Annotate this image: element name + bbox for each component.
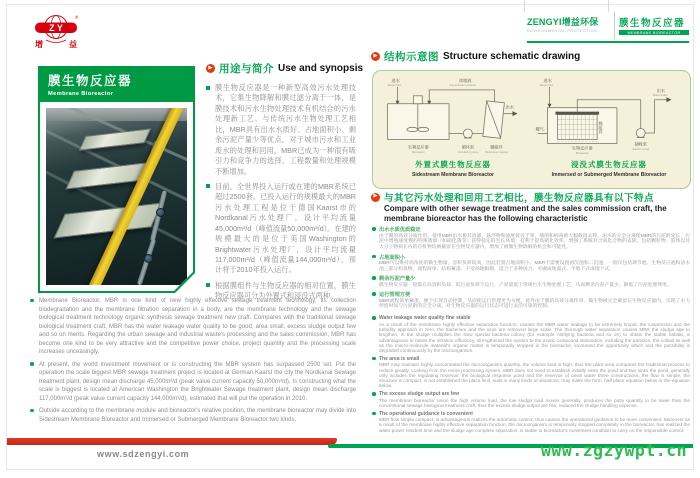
feature-heading: 剩余污泥产量少 <box>379 276 416 283</box>
banner-title: 膜生物反应器 <box>48 74 133 88</box>
feature-body-en: As a result of the membrane highly effective separation function, causes the MBR water leakage to be extremely limpid, the suspension and the turbidity approach in zero, the bacterium and the virus are removed large scale. The thorough water separation causes MBR the sludge age to lengthen, in the sludge multiplies the slow special bacteria colony (for example nitrifying bacteria and so on) to obtain the stable habitat, is advantageous in raises the nitration efficiency, strengthened the system to the azotic compound elimination, including the particles, the colloid as well as the macro-molecule material's organic matter is temporarily stopped in the bioreactor, increased the opportunity which and the possibility is degraded continuously by the microorganism. <box>379 321 690 354</box>
logo-char-left: 增 <box>35 40 43 49</box>
stirrer-motor <box>413 96 422 104</box>
use-title-zh: 用途与简介 <box>219 63 274 75</box>
label-pump: 循环泵 <box>461 144 475 150</box>
compare-title-zh: 与其它污水处理和回用工艺相比，膜生物反应器具有以下特点 <box>384 193 655 204</box>
label-concentrate: 浓缩液 <box>458 77 472 83</box>
feature-heading: 出水水质优质稳定 <box>379 227 421 233</box>
overview-bullet: Membrane Bioreactor, MBR is one kind of new highly effective sewage treatment technology, its collection biodegradation and the membrane filtration separation in a body, are the membrane technology and the sewage biological treatment technology organic synthesis sewage treatment new craft. Compares with the traditional sewage biological treatment craft, MBR has the water leakage water quality to be good, area small, excess sludge output few and so on merits. Regarding the urban sewage and industrial waste's processing and the sales commission, MBR has become one kind to be very attractive and the competitive power choice, project quantity and the processing scale increases unceasingly. <box>30 297 356 357</box>
product-name: 膜生物反应器 <box>619 18 686 29</box>
watermark-url: www.zgzywpt.cn <box>541 441 688 460</box>
banner-subtitle: Membrane Bioreactor <box>48 91 114 97</box>
brand-name-block <box>527 12 610 41</box>
structure-title-zh: 结构示意图 <box>384 51 439 63</box>
feature-heading: 运行管理方便 <box>379 292 411 299</box>
label-aeration: 曝气 <box>535 126 544 132</box>
use-bullet: 膜生物反应器是一种新型高效污水处理技术，它集生物降解和膜过滤分离于一体，是膜技术和污水生物处理技术有机结合的污水处理新工艺。与传统污水生物处理工艺相比，MBR具有出水水质好、占地面积小、剩余污泥产量少等优点。对于城市污水和工业废水的处理和回用，MBR已成为一种很有吸引力和竞争力的选择，工程数量和处理规模不断增加。 <box>206 83 356 177</box>
sidestream-diagram <box>377 74 529 185</box>
label-module-en: Membrane module <box>485 149 509 154</box>
logo-char-right: 益 <box>69 40 77 49</box>
immersed-caption-zh: 浸没式膜生物反应器 <box>571 160 647 170</box>
label-bioreactor-en: Bioreactor <box>575 150 589 155</box>
product-name-subtitle: MEMBRANE BIOREACTOR <box>619 30 689 35</box>
label-outlet: 出水 <box>505 104 514 110</box>
registered-mark: ® <box>75 15 79 20</box>
membrane-module-symbol <box>483 101 504 138</box>
module-top-bar <box>555 112 599 115</box>
footer-website: www.sdzengyi.com <box>97 449 190 459</box>
use-section-heading <box>206 61 363 76</box>
photo-valve <box>156 208 165 217</box>
feature-item <box>372 226 690 251</box>
compare-feature-list <box>372 226 690 436</box>
header-divider <box>614 12 615 39</box>
label-inlet-en: Water inlet <box>539 82 553 87</box>
feature-item <box>372 254 690 273</box>
label-inlet: 进水 <box>543 77 552 83</box>
photo-membrane-cassette <box>53 202 162 238</box>
overview-bullet: Outside according to the membrane module and bioreactor's relative position, the membrane bioreactor may divide into Sidestream Membrane Bioreactor and Immersed or Submerged Membrane Bioreactor two kinds. <box>30 407 356 424</box>
use-title-en: Use and synopsis <box>278 63 364 74</box>
label-bioreactor: 生物反应器 <box>571 145 593 151</box>
feature-heading-en: The area is small <box>379 355 420 362</box>
product-name-block <box>619 12 689 41</box>
use-bullet: 根据膜组件与生物反应器的相对位置，膜生物反应器可分为外置式和浸没式两种。 <box>206 281 356 302</box>
photo-membrane-cassette <box>79 128 152 150</box>
feature-item <box>372 275 690 288</box>
photo-valve <box>144 254 153 263</box>
crop-mark <box>608 0 609 12</box>
feature-item <box>372 291 690 310</box>
brand-name-subtitle: ENVIRONMENTAL PROTECTION <box>527 29 598 33</box>
compare-feature-list-en <box>372 315 690 433</box>
english-overview <box>30 297 356 428</box>
compare-section-heading <box>371 190 654 204</box>
feature-body: 由于膜的高效分离作用，使用MBR出水极其清澈，悬浮物和浊度接近于零，细菌和病毒被大幅截留去除。泥水的完全分离使MBR的污泥龄延长，污泥中增殖速度慢的特殊菌群（如硝化菌等）获得稳定的生长环境，有利于提高硝化效率，增强了系统对含氮化合物的去除。包括颗粒物、胶体以及大分子物质在内的有机物均被截留在生物反应器内，增加了被微生物降解的机会和可能性。 <box>379 233 690 251</box>
feature-heading-en: Water leakage water quality fine stable <box>379 315 471 322</box>
feature-body: MBR可以维持高浓度的微生物量，容积负荷较高，因此装置占地面积小。MBR不需要设置初沉池和二沉池，一般仅包括调节池、生物反应池和清水池三部分构筑物，流程简单、结构紧凑、不受场地限制，适合于多种场合，可做成地面式、半地下式或地下式。 <box>379 261 690 272</box>
immersed-caption-en: Immersed or Submerged Membrane Bioreactor <box>551 172 667 179</box>
label-outlet: 出水 <box>656 87 665 93</box>
label-bioreactor-en: Bioreactor <box>412 149 425 154</box>
feature-heading-en: The operational guidance is convenient <box>379 410 473 417</box>
crop-mark <box>524 0 525 12</box>
section-arrow-icon: ▶ <box>371 193 380 202</box>
label-pump-en: Circulating pump <box>457 149 479 154</box>
feature-heading-en: The excess sludge output are few <box>379 391 460 398</box>
section-arrow-icon: ▶ <box>206 64 215 73</box>
product-banner <box>38 66 195 100</box>
schematic-diagram-box <box>372 70 691 189</box>
use-section-body <box>206 83 356 307</box>
brand-header <box>527 12 689 43</box>
brand-name: ZENGYI增益环保 <box>527 17 599 27</box>
overview-bullet: At present, the world investment movement or is constructing the MBR system has surpassed 2500 set. Put the operation the scale biggest MBR sewage treatment project is located at German Kaarst the city the Nordkanal Sewage treatment plant, design mean discharge 45,000m³/d (peak value current capacity 50,000m³/d). Is constructing what the scale is biggest is located at American Washington the Brightwater Sewage treatment plant, design mean discharge 117,000m³/d (peak value current capacity 144,000m³/d), estimated that will put the operation in 2010. <box>30 361 356 404</box>
structure-title-en: Structure schematic drawing <box>443 51 581 62</box>
sidestream-caption-en: Sidestream Membrane Bioreactor <box>412 172 494 179</box>
sidestream-caption-zh: 外置式膜生物反应器 <box>415 160 491 170</box>
label-outlet-en: Water outlet <box>652 92 668 97</box>
label-inlet: 进水 <box>391 77 400 83</box>
label-concentrate-en: Concentrated solution <box>449 82 476 87</box>
photo-frame-inner <box>40 102 193 291</box>
photo-frame <box>38 100 195 293</box>
footer-red-stripe <box>7 438 337 445</box>
label-inlet-en: Water inlet <box>387 82 401 87</box>
circulating-pump-symbol <box>463 129 472 138</box>
feature-item-en <box>372 356 690 389</box>
feature-body-en: MBR may maintain highly concentrated the microorganism quantity, the volume load is high, thus the plant area compares the traditional process to reduce greatly. Looking from the entire processing system, MBR does not need to establish initially sinks the pond and two sinks the pond, generally only includes the regulating reservoir, the biological response pond and the reservoir of clean water three constructions, the flow is simple, the structure is compact, is not established the place limit, suits in many kinds of situations, may make the form, half place equation below or the equation below. <box>379 362 690 389</box>
section-arrow-icon: ▶ <box>371 52 380 61</box>
feature-body-en: The membrane bioreactor union the high volume load, the low sludge load moves generally, produces the putty quantity to be lower than the conventional sewage biological treatment craft, thus the excess sludge output are few, reduced the sludge handling expense. <box>379 397 690 408</box>
structure-section-heading <box>371 49 580 64</box>
suction-pump-symbol <box>636 129 645 138</box>
bioreactor-tank <box>388 104 449 140</box>
label-module: 膜组件 <box>490 144 503 150</box>
label-module: 膜组件 <box>598 121 604 135</box>
label-bioreactor: 生物反应器 <box>407 144 429 150</box>
use-bullet: 目前，全世界投入运行或在建的MBR系统已超过2500套。已投入运行的规模最大的MBR污水处理工程是位于德国Kaarst市的Nordkanal污水处理厂，设计平均流量45,000m³/d（峰值流量50,000m³/d）。在建的规模最大的是位于美国Washington的Brightwater污水处理厂，设计平均流量117,000m³/d（峰值流量144,000m³/d），预计将于2010年投入运行。 <box>206 182 356 276</box>
compare-title-en: Compare with other sewage treatment and the sales commission craft, the membrane bioreactor has the following characteristic <box>384 204 667 223</box>
feature-item-en <box>372 315 690 353</box>
feature-body: 膜生物反应器一般都在高容积负荷、低污泥负荷下运行，产泥量低于常规污水生物处理工艺，从而剩余污泥产量少，降低了污泥处理费用。 <box>379 282 672 288</box>
label-pump-en: Suction pump <box>632 146 650 151</box>
feature-item-en <box>372 411 690 433</box>
feature-body: MBR流程简单紧凑，便于实现自动控制，从而使运行管理更为方便。此外由于膜的高效分离作用，微生物被完全截留在生物反应器内，实现了水力停留时间与污泥龄的完全分离，对生物反应器的运行状态可进行灵活可靠的控制。 <box>379 298 690 310</box>
mbr-plant-photo <box>46 108 187 285</box>
immersed-diagram <box>533 74 685 185</box>
logo-letters: Z Y <box>49 22 63 33</box>
label-pump: 抽吸泵 <box>634 141 647 147</box>
zengyi-logo <box>33 14 79 50</box>
feature-heading: 占地面积小 <box>379 254 405 261</box>
feature-item-en <box>372 391 690 408</box>
feature-body-en: MBR flow simple compact, is advantageous realizes the automatic control, thus causes the operational guidance to be more convenient. Moreover as a result of the membrane highly effective separation function, the microorganism is temporarily stopped completely in the bioreactor, has realized the water power resident time and the sludge age complete separation, is stable to bioreactor's movement condition to carry on the responsible control. <box>379 417 690 433</box>
